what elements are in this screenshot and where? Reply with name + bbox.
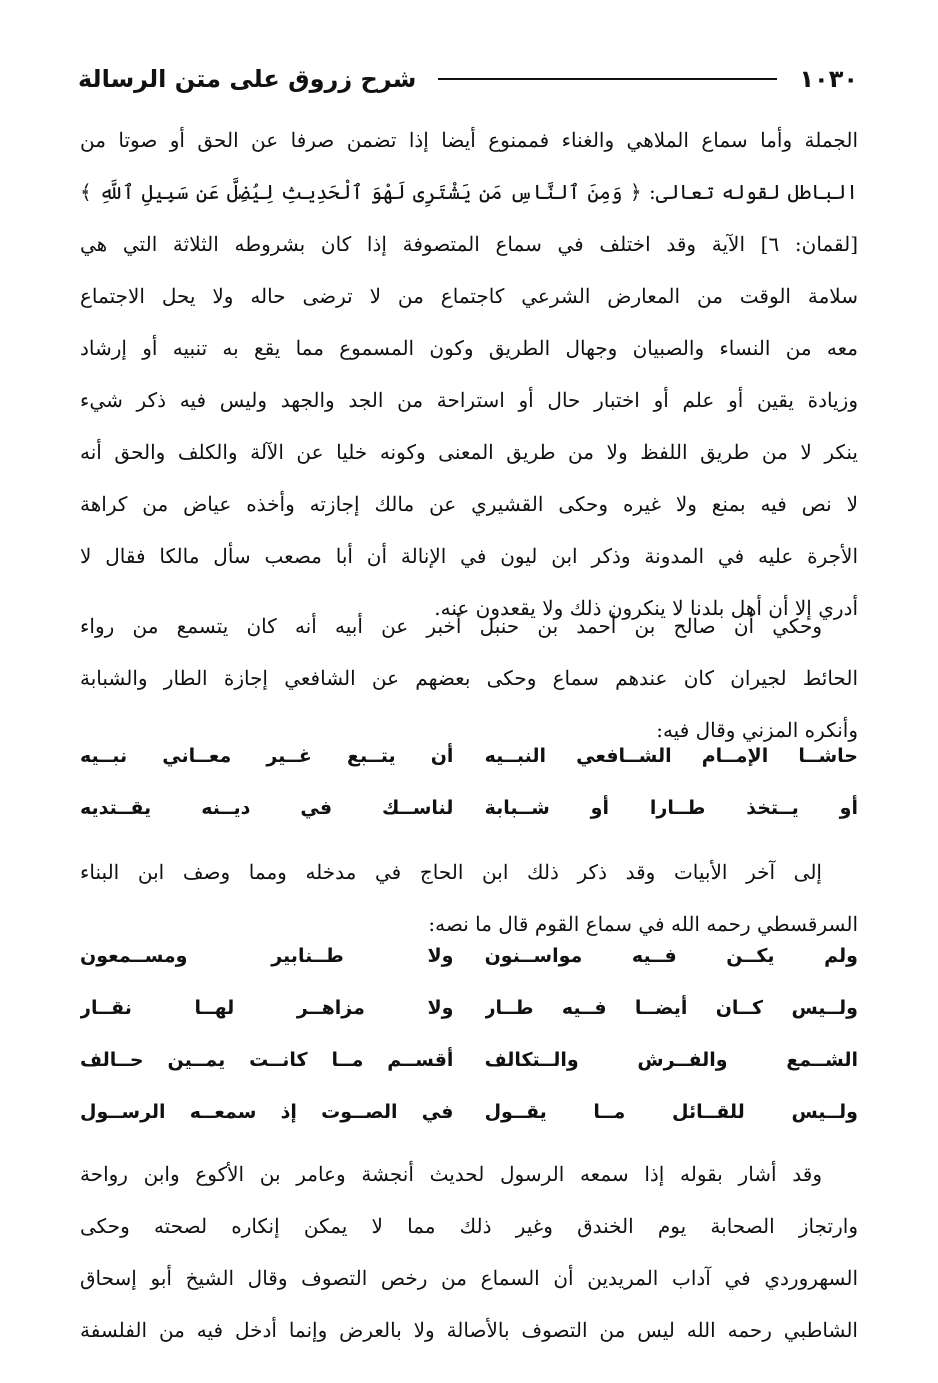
text-line: الشاطبي رحمه الله ليس من التصوف بالأصالة ولا بالعرض وإنما أدخل فيه من الفلسفة xyxy=(80,1318,858,1342)
verse-first-hemistich: أو يــتخذ طــارا أو شــبابة xyxy=(484,797,858,819)
verse-first-hemistich: ولــيس كــان أيضــا فــيه طــار xyxy=(484,997,858,1019)
verse-first-hemistich: الشــمع والفــرش والــتكالف xyxy=(484,1049,858,1071)
poem-2 xyxy=(80,930,858,1138)
text-line: إلى آخر الأبيات وقد ذكر ذلك ابن الحاج في مدخله ومما وصف ابن البناء xyxy=(80,860,822,884)
verse-second-hemistich: في الصــوت إذ سمعــه الرســول xyxy=(80,1101,454,1123)
text-line: وأنكره المزني وقال فيه: xyxy=(656,718,858,742)
verse xyxy=(80,782,858,834)
text-line: السرقسطي رحمه الله في سماع القوم قال ما نصه: xyxy=(428,912,858,936)
header-rule xyxy=(438,78,777,80)
verse-second-hemistich: ولا مزاهــر لهــا نقــار xyxy=(80,997,454,1019)
verse-second-hemistich: ولا طــنابير ومســمعون xyxy=(80,945,454,967)
text-line: معه من النساء والصبيان وجهال الطريق وكون المسموع مما يقع به تنبيه أو إرشاد xyxy=(80,336,858,360)
paragraph-1 xyxy=(80,114,858,634)
verse-second-hemistich: أن يتــبع غــير معــاني نبــيه xyxy=(80,745,454,767)
poem-1 xyxy=(80,730,858,834)
verse-second-hemistich: أقســم مــا كانــت يمــين حــالف xyxy=(80,1049,454,1071)
text-line: أدري إلا أن أهل بلدنا لا ينكرون ذلك ولا يقعدون عنه. xyxy=(434,596,858,620)
verse-first-hemistich: حاشــا الإمــام الشــافعي النبــيه xyxy=(484,745,858,767)
text-line: وارتجاز الصحابة يوم الخندق وغير ذلك مما لا يمكن إنكاره لصحته وحكى xyxy=(80,1214,858,1238)
verse xyxy=(80,1034,858,1086)
text-line: الجملة وأما سماع الملاهي والغناء فممنوع أيضا إذا تضمن صرفا عن الحق أو صوتا من xyxy=(80,128,858,152)
verse xyxy=(80,1086,858,1138)
text-line: وحكي أن صالح بن أحمد بن حنبل أخبر عن أبيه أنه كان يتسمع من رواء xyxy=(80,614,823,638)
text-line: [لقمان: ٦] الآية وقد اختلف في سماع المتصوفة إذا كان بشروطه الثلاثة التي هي xyxy=(80,232,858,256)
paragraph-4 xyxy=(80,1148,858,1356)
verse-first-hemistich: ولم يكــن فــيه مواســنون xyxy=(484,945,858,967)
text-line-quran-verse: الباطل لقوله تعالى: ﴿ وَمِنَ ٱلنَّاسِ مَن يَشْتَرِى لَهْوَ ٱلْحَدِيثِ لِيُضِلَّ عَن سَبِيلِ ٱللَّهِ ﴾ xyxy=(80,180,858,204)
text-line: لا نص فيه بمنع ولا غيره وحكى القشيري عن مالك إجازته وأخذه عياض من كراهة xyxy=(80,492,858,516)
text-line: الحائط لجيران كان عندهم سماع وحكى بعضهم عن الشافعي إجازة الطار والشبابة xyxy=(80,666,858,690)
running-header xyxy=(78,58,858,100)
verse xyxy=(80,982,858,1034)
text-line: وزيادة يقين أو علم أو اختبار حال أو استراحة من الجد والجهد وليس فيه ذكر شيء xyxy=(80,388,858,412)
page-number: ١٠٣٠ xyxy=(799,65,858,93)
text-line: وقد أشار بقوله إذا سمعه الرسول لحديث أنجشة وعامر بن الأكوع وابن رواحة xyxy=(80,1162,822,1186)
text-line: السهروردي في آداب المريدين أن السماع من رخص التصوف وقال الشيخ أبو إسحاق xyxy=(80,1266,858,1290)
verse-second-hemistich: لناســك في ديــنه يقــتديه xyxy=(80,797,454,819)
verse xyxy=(80,930,858,982)
text-line: الأجرة عليه في المدونة وذكر ابن ليون في الإنالة أن أبا مصعب سأل مالكا فقال لا xyxy=(80,544,858,568)
text-line: سلامة الوقت من المعارض الشرعي كاجتماع من لا ترضى حاله ولا يحل الاجتماع xyxy=(80,284,858,308)
header-title: شرح زروق على متن الرسالة xyxy=(78,65,417,93)
text-line: ينكر لا من طريق اللفظ ولا من طريق المعنى وكونه خليا عن الآلة والكلف والحق أنه xyxy=(80,440,858,464)
verse xyxy=(80,730,858,782)
verse-first-hemistich: ولــيس للقــائل مــا يقــول xyxy=(484,1101,858,1123)
